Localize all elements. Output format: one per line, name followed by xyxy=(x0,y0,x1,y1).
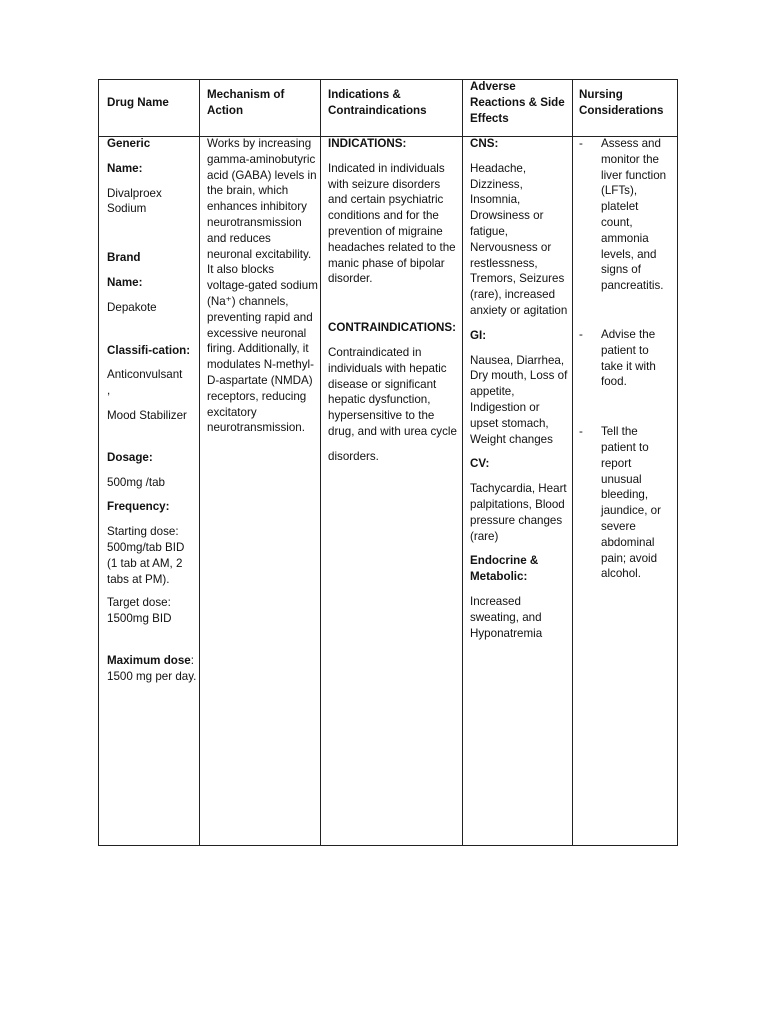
classification-anticonvulsant: Anticonvulsant xyxy=(107,368,183,382)
bullet-dash: - xyxy=(579,425,583,439)
nursing-item xyxy=(579,327,673,390)
bullet-dash: - xyxy=(579,327,583,341)
contraindications-label: CONTRAINDICATIONS: xyxy=(328,321,456,335)
adverse-cell xyxy=(470,136,570,641)
generic-name-value: Divalproex Sodium xyxy=(107,186,162,216)
endocrine-text: Increased sweating, and Hyponatremia xyxy=(470,594,543,640)
classification-label: Classifi-cation: xyxy=(107,343,191,357)
column-divider xyxy=(572,80,573,845)
column-divider xyxy=(462,80,463,845)
indications-text: Indicated in individuals with seizure disorders and certain psychiatric conditions and for the prevention of migraine headaches related to the manic phase of bipolar disorder. xyxy=(328,161,456,286)
frequency-label: Frequency: xyxy=(107,500,170,514)
header-drug-name: Drug Name xyxy=(107,96,169,109)
nursing-item xyxy=(579,136,673,294)
bullet-dash: - xyxy=(579,137,583,150)
header-indications: Indications & Contraindications xyxy=(328,88,427,117)
header-nursing: Nursing Considerations xyxy=(579,88,664,117)
classification-comma: , xyxy=(107,384,111,398)
cns-label: CNS: xyxy=(470,137,499,150)
endocrine-label: Endocrine & Metabolic: xyxy=(470,554,539,584)
cns-text: Headache, Dizziness, Insomnia, Drowsiness or fatigue, Nervousness or restlessness, Tremors, Seizures (rare), increased anxiety or agitation xyxy=(470,161,568,317)
dosage-label: Dosage: xyxy=(107,450,153,464)
indications-cell xyxy=(328,136,459,465)
maximum-dose xyxy=(107,653,197,685)
nursing-cell xyxy=(579,136,673,582)
starting-dose: Starting dose: 500mg/tab BID (1 tab at AM, 2 tabs at PM). xyxy=(107,525,185,586)
header-mechanism: Mechanism of Action xyxy=(207,88,285,117)
cv-text: Tachycardia, Heart palpitations, Blood pressure changes (rare) xyxy=(470,482,567,543)
nursing-item-text: Advise the patient to take it with food. xyxy=(601,327,656,389)
gi-text: Nausea, Diarrhea, Dry mouth, Loss of appetite, Indigestion or upset stomach, Weight changes xyxy=(470,353,568,446)
brand-name-value: Depakote xyxy=(107,300,157,314)
column-divider xyxy=(199,80,200,845)
brand-label: Brand xyxy=(107,251,141,265)
cv-label: CV: xyxy=(470,457,490,471)
header-adverse: Adverse Reactions & Side Effects xyxy=(470,80,565,125)
gi-label: GI: xyxy=(470,328,487,342)
drug-table xyxy=(98,79,678,846)
generic-name-label: Name: xyxy=(107,161,143,175)
contraindications-text: Contraindicated in individuals with hepatic disease or significant hepatic dysfunction, hypersensitive to the drug, and with urea cycle xyxy=(328,345,457,438)
column-divider xyxy=(320,80,321,845)
generic-label: Generic xyxy=(107,137,151,150)
nursing-item xyxy=(579,424,673,582)
drug-name-cell xyxy=(107,136,197,685)
maximum-dose-value: : 1500 mg per day. xyxy=(107,653,197,683)
target-dose: Target dose: 1500mg BID xyxy=(107,596,172,626)
contraindications-continued: disorders. xyxy=(328,449,379,463)
maximum-dose-label: Maximum dose xyxy=(107,653,191,667)
dosage-value: 500mg /tab xyxy=(107,475,166,489)
classification-mood-stabilizer: Mood Stabilizer xyxy=(107,408,187,422)
indications-label: INDICATIONS: xyxy=(328,137,407,150)
nursing-item-text: Tell the patient to report unusual bleeding, jaundice, or severe abdominal pain; avoid alcohol. xyxy=(601,425,661,581)
brand-name-label: Name: xyxy=(107,275,143,289)
mechanism-text: Works by increasing gamma-aminobutyric acid (GABA) levels in the brain, which enhances inhibitory neurotransmission and reduces neuronal excitability. It also blocks voltage-gated sodium (Na⁺) channels, preventing rapid and excessive neuronal firing. Additionally, it modulates N-methyl-D-aspartate (NMDA) receptors, reducing excitatory neurotransmission. xyxy=(207,137,318,435)
mechanism-cell xyxy=(207,136,318,436)
nursing-item-text: Assess and monitor the liver function (LFTs), platelet count, ammonia levels, and signs of pancreatitis. xyxy=(601,137,667,293)
